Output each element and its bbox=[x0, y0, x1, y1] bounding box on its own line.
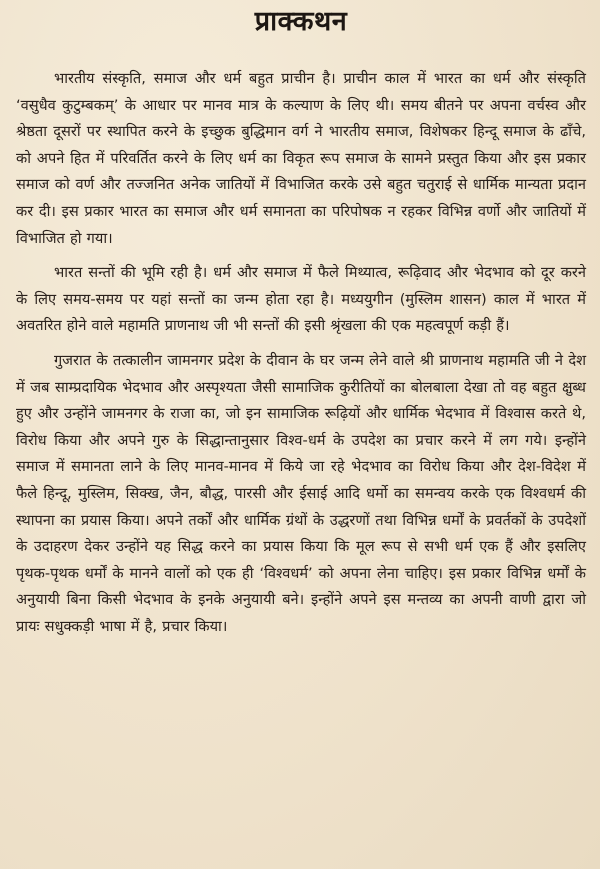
paragraph-culture-society: भारतीय संस्कृति, समाज और धर्म बहुत प्राचीन है। प्राचीन काल में भारत का धर्म और संस्कृति ‘वसुधैव कुटुम्बकम्’ के आधार पर मानव मात्र के कल्याण के लिए थी। समय बीतने पर अपना वर्चस्व और श्रेष्ठता दूसरों पर स्थापित करने के इच्छुक बुद्धिमान वर्ग ने भारतीय समाज, विशेषकर हिन्दू समाज के ढाँचे, को अपने हित में परिवर्तित करने के लिए धर्म का विकृत रूप समाज के सामने प्रस्तुत किया और इस प्रकार समाज को वर्ण और तज्जनित अनेक जातियों में विभाजित करके उसे बहुत चतुराई से धार्मिक मान्यता प्रदान कर दी। इस प्रकार भारत का समाज और धर्म समानता का परिपोषक न रहकर विभिन्न वर्णो और जातियों में विभाजित हो गया। bbox=[16, 70, 586, 247]
paragraph-prannath-teachings: गुजरात के तत्कालीन जामनगर प्रदेश के दीवान के घर जन्म लेने वाले श्री प्राणनाथ महामति जी ने देश में जब साम्प्रदायिक भेदभाव और अस्पृश्यता जैसी सामाजिक कुरीतियों का बोलबाला देखा तो वह बहुत क्षुब्ध हुए और उन्होंने जामनगर के राजा का, जो इन सामाजिक रूढ़ियों और धार्मिक भेदभाव में विश्वास करते थे, विरोध किया और अपने गुरु के सिद्धान्तानुसार विश्व-धर्म के उपदेश का प्रचार करने में लग गये। इन्होंने समाज में समानता लाने के लिए मानव-मानव में किये जा रहे भेदभाव का विरोध किया और देश-विदेश में फैले हिन्दू, मुस्लिम, सिक्ख, जैन, बौद्ध, पारसी और ईसाई आदि धर्मो का समन्वय करके एक विश्वधर्म की स्थापना का प्रयास किया। अपने तर्कों और धार्मिक ग्रंथों के उद्धरणों तथा विभिन्न धर्मों के प्रवर्तकों के उपदेशों के उदाहरण देकर उन्होंने यह सिद्ध करने का प्रयास किया कि मूल रूप से सभी धर्म एक हैं और इसलिए पृथक-पृथक धर्मों के मानने वालों को एक ही ‘विश्वधर्म’ को अपना लेना चाहिए। इस प्रकार विभिन्न धर्मों के अनुयायी बिना किसी भेदभाव के इनके अनुयायी बने। इन्होंने अपने इस मन्तव्य का अपनी वाणी द्वारा जो प्रायः सधुक्कड़ी भाषा में है, प्रचार किया। bbox=[16, 351, 586, 635]
page-title: प्राक्कथन bbox=[254, 6, 348, 37]
paragraph-land-of-saints: भारत सन्तों की भूमि रही है। धर्म और समाज में फैले मिथ्यात्व, रूढ़िवाद और भेदभाव को दूर करने के लिए समय-समय पर यहां सन्तों का जन्म होता रहा है। मध्ययुगीन (मुस्लिम शासन) काल में भारत में अवतरित होने वाले महामति प्राणनाथ जी भी सन्तों की इसी श्रृंखला की एक महत्वपूर्ण कड़ी हैं। bbox=[16, 264, 586, 335]
